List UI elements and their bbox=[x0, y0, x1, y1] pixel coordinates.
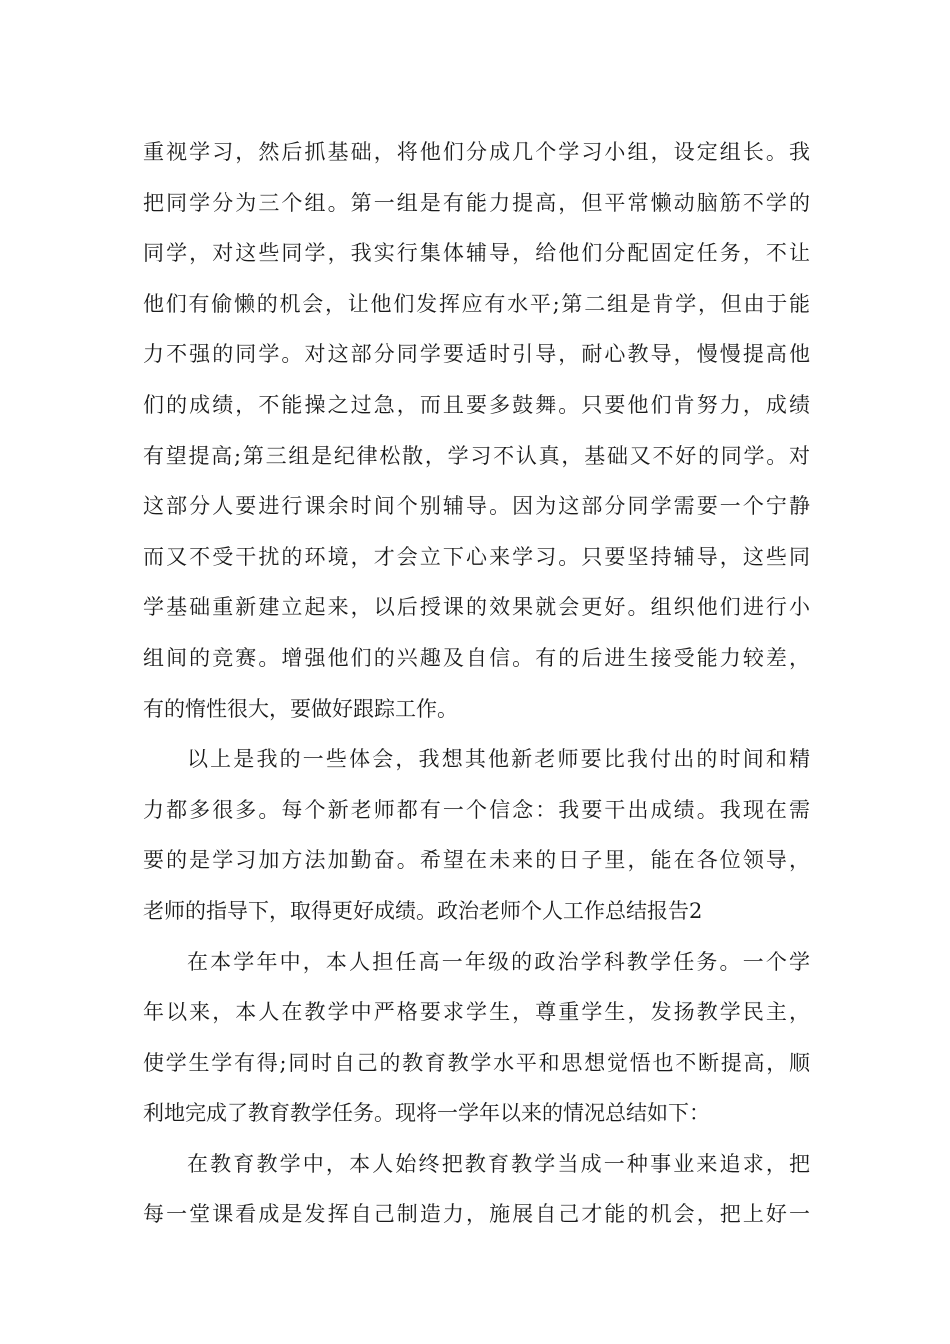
text-line: 老师的指导下，取得更好成绩。政治老师个人工作总结报告2 bbox=[143, 898, 703, 923]
text-line: 每一堂课看成是发挥自己制造力，施展自己才能的机会，把上好一 bbox=[143, 1202, 810, 1227]
paragraph-study-groups bbox=[143, 127, 810, 734]
text-line: 重视学习，然后抓基础，将他们分成几个学习小组，设定组长。我 bbox=[143, 140, 810, 164]
paragraph-reflection bbox=[143, 734, 810, 936]
text-line: 在本学年中，本人担任高一年级的政治学科教学任务。一个学 bbox=[187, 949, 810, 974]
text-line: 们的成绩，不能操之过急，而且要多鼓舞。只要他们肯努力，成绩 bbox=[143, 392, 810, 417]
text-line: 同学，对这些同学，我实行集体辅导，给他们分配固定任务，不让 bbox=[143, 241, 810, 266]
text-line: 而又不受干扰的环境，才会立下心来学习。只要坚持辅导，这些同 bbox=[143, 544, 810, 569]
text-line: 要的是学习加方法加勤奋。希望在未来的日子里，能在各位领导， bbox=[143, 848, 810, 873]
text-line: 把同学分为三个组。第一组是有能力提高，但平常懒动脑筋不学的 bbox=[143, 190, 810, 215]
text-line: 以上是我的一些体会，我想其他新老师要比我付出的时间和精 bbox=[187, 747, 810, 772]
document-body bbox=[143, 127, 810, 1240]
text-line: 力不强的同学。对这部分同学要适时引导，耐心教导，慢慢提高他 bbox=[143, 342, 810, 367]
text-line: 有望提高;第三组是纪律松散，学习不认真，基础又不好的同学。对 bbox=[143, 443, 810, 468]
text-line: 年以来，本人在教学中严格要求学生，尊重学生，发扬教学民主， bbox=[143, 1000, 810, 1025]
text-line: 利地完成了教育教学任务。现将一学年以来的情况总结如下： bbox=[143, 1101, 710, 1126]
text-line: 使学生学有得;同时自己的教育教学水平和思想觉悟也不断提高，顺 bbox=[143, 1050, 810, 1075]
text-line: 这部分人要进行课余时间个别辅导。因为这部分同学需要一个宁静 bbox=[143, 494, 810, 519]
paragraph-report-intro bbox=[143, 937, 810, 1139]
text-line: 学基础重新建立起来，以后授课的效果就会更好。组织他们进行小 bbox=[143, 595, 810, 620]
text-line: 在教育教学中，本人始终把教育教学当成一种事业来追求，把 bbox=[187, 1151, 810, 1176]
text-line: 有的惰性很大，要做好跟踪工作。 bbox=[143, 696, 458, 721]
text-line: 他们有偷懒的机会，让他们发挥应有水平;第二组是肯学，但由于能 bbox=[143, 291, 810, 316]
text-line: 力都多很多。每个新老师都有一个信念：我要干出成绩。我现在需 bbox=[143, 797, 810, 822]
text-line: 组间的竞赛。增强他们的兴趣及自信。有的后进生接受能力较差， bbox=[143, 645, 810, 670]
paragraph-teaching bbox=[143, 1139, 810, 1240]
